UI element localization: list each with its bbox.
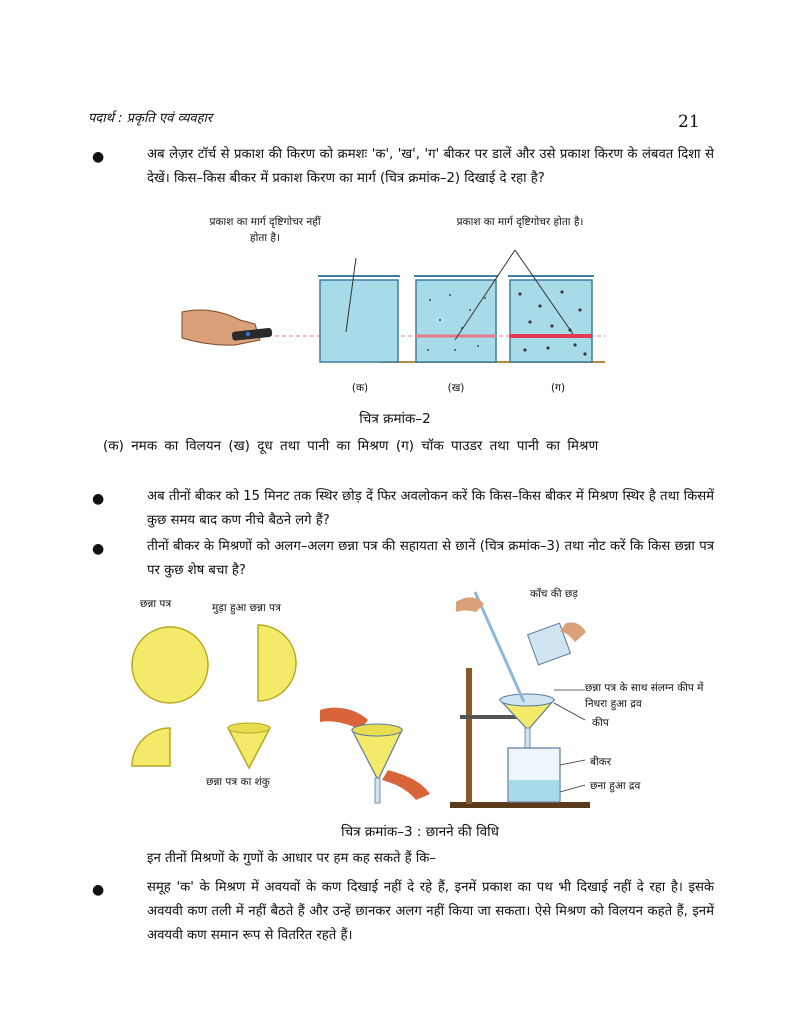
hands-funnel-illustration	[320, 708, 430, 803]
figure2-subcaption: (क) नमक का विलयन (ख) दूध तथा पानी का मिश्रण (ग) चॉक पाउडर तथा पानी का मिश्रण	[103, 438, 599, 454]
figure3-caption: चित्र क्रमांक–3 : छानने की विधि	[341, 824, 499, 840]
running-title: पदार्थ : प्रकृति एवं व्यवहार	[88, 111, 213, 126]
paragraph-light-beam: अब लेज़र टॉर्च से प्रकाश की किरण को क्रमशः 'क', 'ख', 'ग' बीकर पर डालें और उसे प्रकाश किरण के लंबवत दिशा से देखें। किस–किस बीकर में प्रकाश किरण का मार्ग (चित्र क्रमांक–2) दिखाई दे रहा है?	[147, 147, 714, 186]
label-folded-filter-paper: मुड़ा हुआ छन्ना पत्र	[212, 602, 281, 614]
bullet: ●	[92, 491, 105, 507]
label-glass-rod: काँच की छड़	[530, 588, 578, 600]
paragraph-summary-intro: इन तीनों मिश्रणों के गुणों के आधार पर हम कह सकते हैं कि–	[147, 851, 436, 866]
label-path-visible: प्रकाश का मार्ग दृष्टिगोचर होता है।	[456, 216, 584, 228]
filter-paper-half	[258, 625, 296, 701]
beaker-label-k: (क)	[351, 382, 369, 394]
glass-rod-line	[475, 592, 524, 702]
paragraph-settle: अब तीनों बीकर को 15 मिनट तक स्थिर छोड़ दें फिर अवलोकन करें कि किस–किस बीकर में मिश्रण स्थिर है तथा किसमें कुछ समय बाद कण नीचे बैठने लगे हैं?	[147, 489, 714, 528]
paragraph-solution-definition: समूह 'क' के मिश्रण में अवयवों के कण दिखाई नहीं दे रहे हैं, इनमें प्रकाश का पथ भी दिखाई नहीं दे रहा है। इसके अवयवी कण तली में नहीं बैठते हैं और उन्हें छानकर अलग नहीं किया जा सकता। ऐसे मिश्रण को विलयन कहते हैं, इनमें अवयवी कण समान रूप से वितरित रहते हैं।	[147, 880, 714, 943]
beaker-label-kh: (ख)	[447, 382, 465, 394]
label-residue: छन्ना पत्र के साथ संलग्न कीप में निथरा हुआ द्रव	[585, 682, 704, 710]
label-path-not-visible: प्रकाश का मार्ग दृष्टिगोचर नहीं होता है।	[209, 216, 321, 244]
filter-paper-quarter	[132, 728, 170, 766]
filter-paper-circle	[132, 627, 208, 703]
beaker-label-g: (ग)	[550, 382, 566, 394]
label-funnel: कीप	[592, 717, 609, 729]
page-number: 21	[678, 112, 700, 132]
paragraph-filter: तीनों बीकर के मिश्रणों को अलग–अलग छन्ना पत्र की सहायता से छानें (चित्र क्रमांक–3) तथा नोट करें कि किस छन्ना पत्र पर कुछ शेष बचा है?	[147, 539, 714, 578]
label-filter-cone: छन्ना पत्र का शंकु	[206, 776, 270, 788]
figure-beakers-light-beam	[180, 250, 610, 380]
bullet: ●	[92, 541, 105, 557]
bullet: ●	[92, 149, 105, 165]
hand-torch-illustration	[182, 310, 272, 345]
beaker-g	[508, 276, 594, 362]
clamp	[460, 715, 520, 719]
filter-paper-cone	[228, 728, 270, 768]
beaker-kh	[414, 276, 498, 362]
stand-rod	[466, 668, 472, 804]
figure2-caption: चित्र क्रमांक–2	[359, 411, 431, 427]
bullet: ●	[92, 882, 105, 898]
beaker-k	[318, 258, 400, 362]
label-filter-paper: छन्ना पत्र	[140, 598, 172, 610]
figure-filtration	[120, 580, 590, 820]
label-filtrate: छना हुआ द्रव	[590, 780, 641, 792]
label-beaker: बीकर	[590, 756, 612, 768]
